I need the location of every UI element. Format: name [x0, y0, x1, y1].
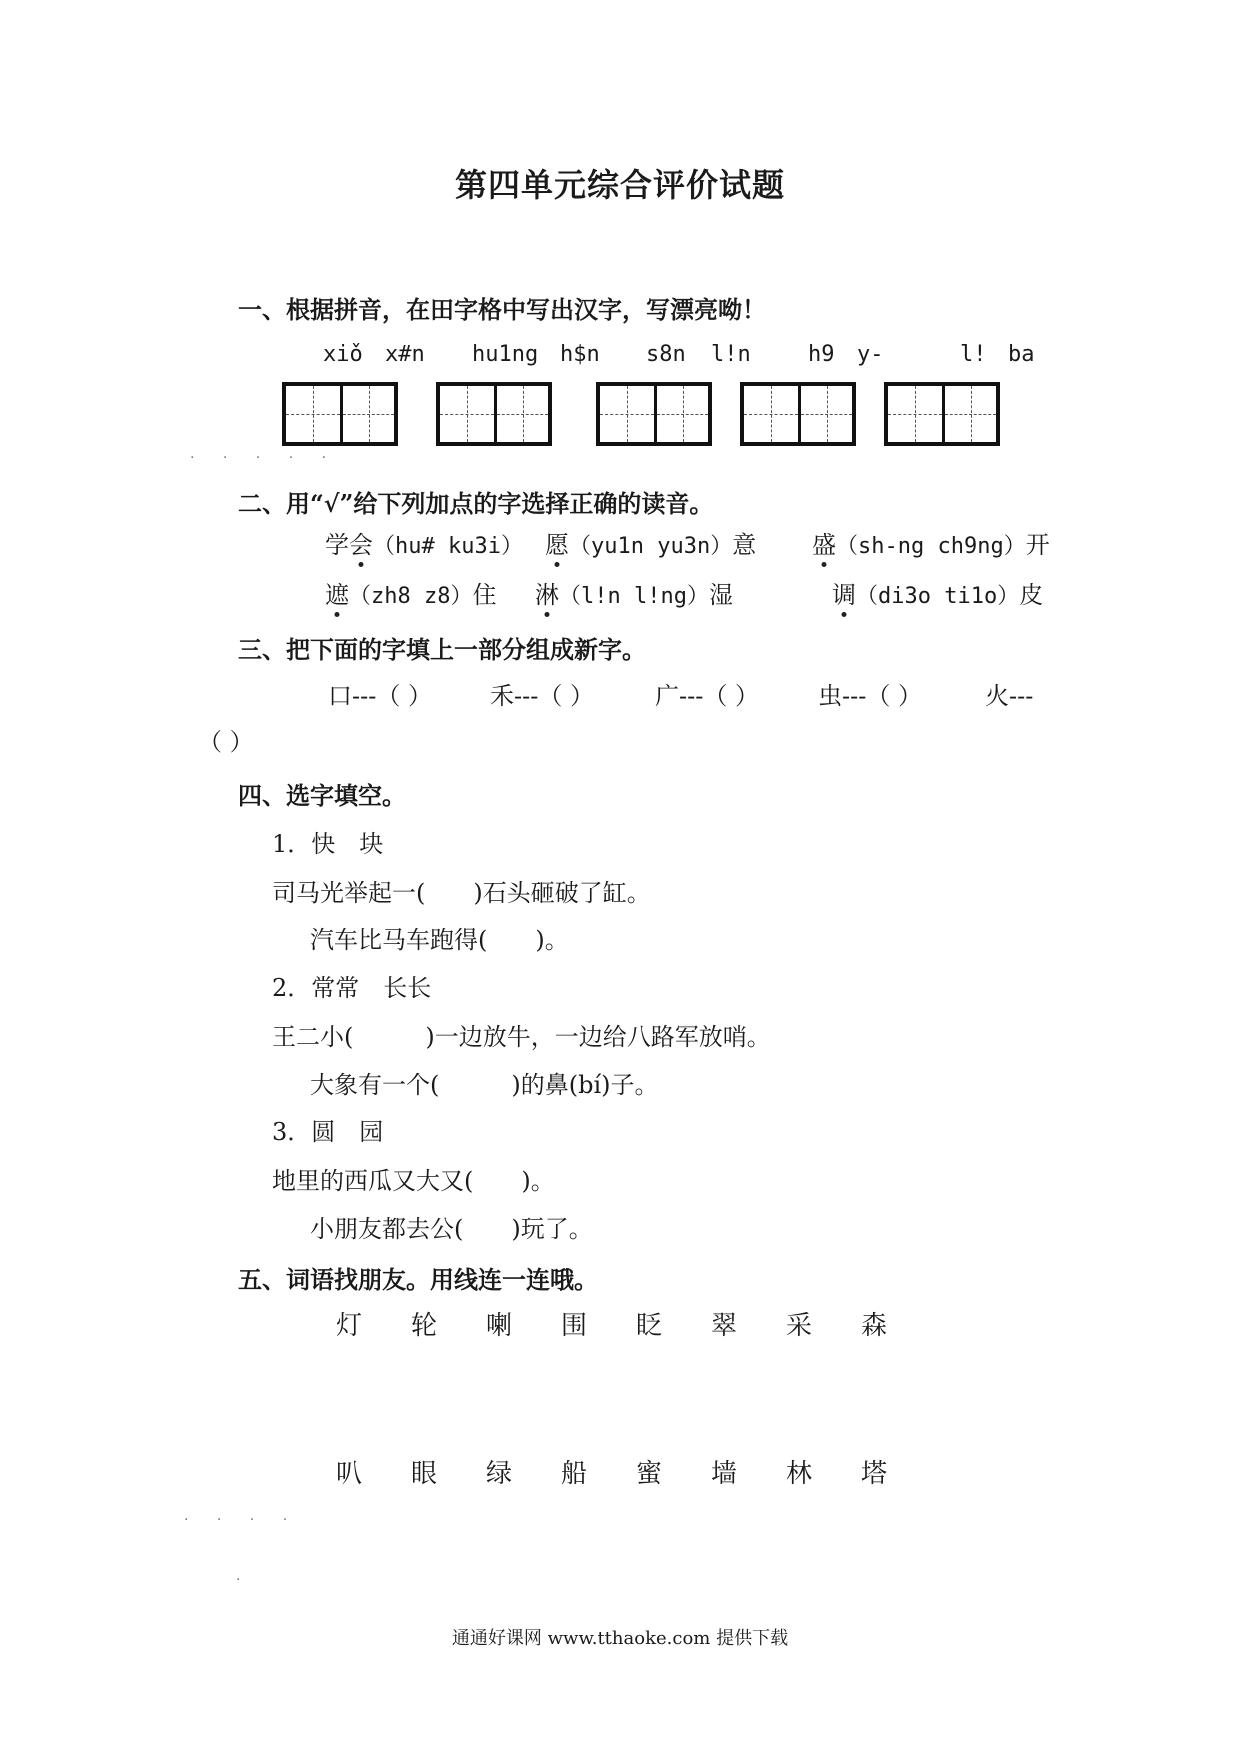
fill-sentence[interactable]: 大象有一个( )的鼻(bí)子。 [310, 1071, 659, 1099]
dotted-char: 会 [349, 531, 373, 559]
pinyin-item: h$n [560, 342, 600, 367]
char: 开 [1025, 531, 1050, 559]
choice-group-label: 2．常常 长长 [272, 974, 432, 1002]
match-word-bottom[interactable]: 林 [786, 1459, 813, 1489]
writing-grid[interactable] [596, 382, 712, 446]
pinyin-options: （l!n l!ng） [559, 584, 709, 609]
writing-grid[interactable] [436, 382, 552, 446]
writing-grid[interactable] [740, 382, 856, 446]
match-word-top[interactable]: 森 [861, 1311, 888, 1341]
match-word-bottom[interactable]: 叭 [336, 1459, 363, 1489]
fill-sentence[interactable]: 司马光举起一( )石头砸破了缸。 [272, 879, 651, 907]
reading-item[interactable] [832, 575, 1043, 610]
pinyin-options: （zh8 z8） [349, 584, 473, 609]
section-1-heading: 一、根据拼音，在田字格中写出汉字，写漂亮呦！ [238, 295, 766, 324]
pinyin-item: l! [960, 342, 987, 367]
section-5-heading: 五、词语找朋友。用线连一连哦。 [238, 1265, 598, 1294]
pinyin-item: l!n [711, 342, 751, 367]
fill-sentence[interactable]: 地里的西瓜又大又( )。 [272, 1167, 555, 1195]
choice-group-label: 3．圆 园 [272, 1118, 384, 1146]
char: 意 [732, 531, 757, 559]
match-word-top[interactable]: 眨 [636, 1311, 663, 1341]
radical-item[interactable]: 口---（ ） [328, 682, 432, 710]
match-word-top[interactable]: 灯 [336, 1311, 363, 1341]
reading-item[interactable] [325, 525, 523, 560]
radical-item-blank[interactable]: （ ） [198, 728, 254, 756]
section-4-heading: 四、选字填空。 [238, 781, 406, 810]
reading-item[interactable] [325, 575, 496, 610]
match-word-bottom[interactable]: 蜜 [636, 1459, 663, 1489]
writing-grid[interactable] [282, 382, 398, 446]
char: 皮 [1019, 581, 1044, 609]
dotted-char: 愿 [545, 531, 569, 559]
match-word-top[interactable]: 围 [561, 1311, 588, 1341]
pinyin-item: y- [857, 342, 884, 367]
page-title: 第四单元综合评价试题 [454, 166, 785, 204]
section-3-heading: 三、把下面的字填上一部分组成新字。 [238, 635, 646, 664]
pinyin-options: （yu1n yu3n） [569, 534, 733, 559]
dotted-char: 调 [832, 581, 856, 609]
match-word-bottom[interactable]: 眼 [411, 1459, 438, 1489]
scan-specks: . . . . [184, 1508, 300, 1524]
fill-sentence[interactable]: 王二小( )一边放牛，一边给八路军放哨。 [272, 1023, 771, 1051]
radical-item[interactable]: 禾---（ ） [490, 682, 594, 710]
pinyin-options: （di3o ti1o） [856, 584, 1020, 609]
dotted-char: 遮 [325, 581, 349, 609]
choice-group-label: 1．快 块 [272, 830, 384, 858]
radical-item[interactable]: 虫---（ ） [818, 682, 922, 710]
char: 住 [472, 581, 497, 609]
pinyin-item: h9 [808, 342, 835, 367]
reading-item[interactable] [812, 525, 1050, 560]
match-word-top[interactable]: 喇 [486, 1311, 513, 1341]
match-word-top[interactable]: 轮 [411, 1311, 438, 1341]
dotted-char: 淋 [535, 581, 559, 609]
match-word-bottom[interactable]: 塔 [861, 1459, 888, 1489]
pinyin-item: xiǒ [323, 342, 363, 367]
match-word-bottom[interactable]: 船 [561, 1459, 588, 1489]
pinyin-options: （hu# ku3i） [373, 534, 523, 559]
pinyin-item: x#n [385, 342, 425, 367]
section-2-heading: 二、用“√”给下列加点的字选择正确的读音。 [238, 489, 714, 518]
footer-credit: 通通好课网 www.tthaoke.com 提供下载 [451, 1628, 789, 1649]
reading-item[interactable] [545, 525, 756, 560]
match-word-bottom[interactable]: 绿 [486, 1459, 513, 1489]
scan-specks: . . . . . [190, 446, 339, 462]
pinyin-item: ba [1008, 342, 1035, 367]
dotted-char: 盛 [812, 531, 836, 559]
char: 湿 [708, 581, 733, 609]
reading-item[interactable] [535, 575, 733, 610]
char: 学 [325, 531, 349, 559]
match-word-top[interactable]: 翠 [711, 1311, 738, 1341]
radical-item[interactable]: 火--- [985, 682, 1034, 710]
match-word-top[interactable]: 采 [786, 1311, 813, 1341]
fill-sentence[interactable]: 小朋友都去公( )玩了。 [310, 1215, 593, 1243]
writing-grid[interactable] [884, 382, 1000, 446]
fill-sentence[interactable]: 汽车比马车跑得( )。 [310, 926, 569, 954]
radical-item[interactable]: 广---（ ） [655, 682, 759, 710]
scan-specks: . [236, 1568, 253, 1584]
pinyin-item: s8n [646, 342, 686, 367]
pinyin-item: hu1ng [472, 342, 539, 367]
match-word-bottom[interactable]: 墙 [711, 1459, 738, 1489]
pinyin-options: （sh-ng ch9ng） [836, 534, 1026, 559]
